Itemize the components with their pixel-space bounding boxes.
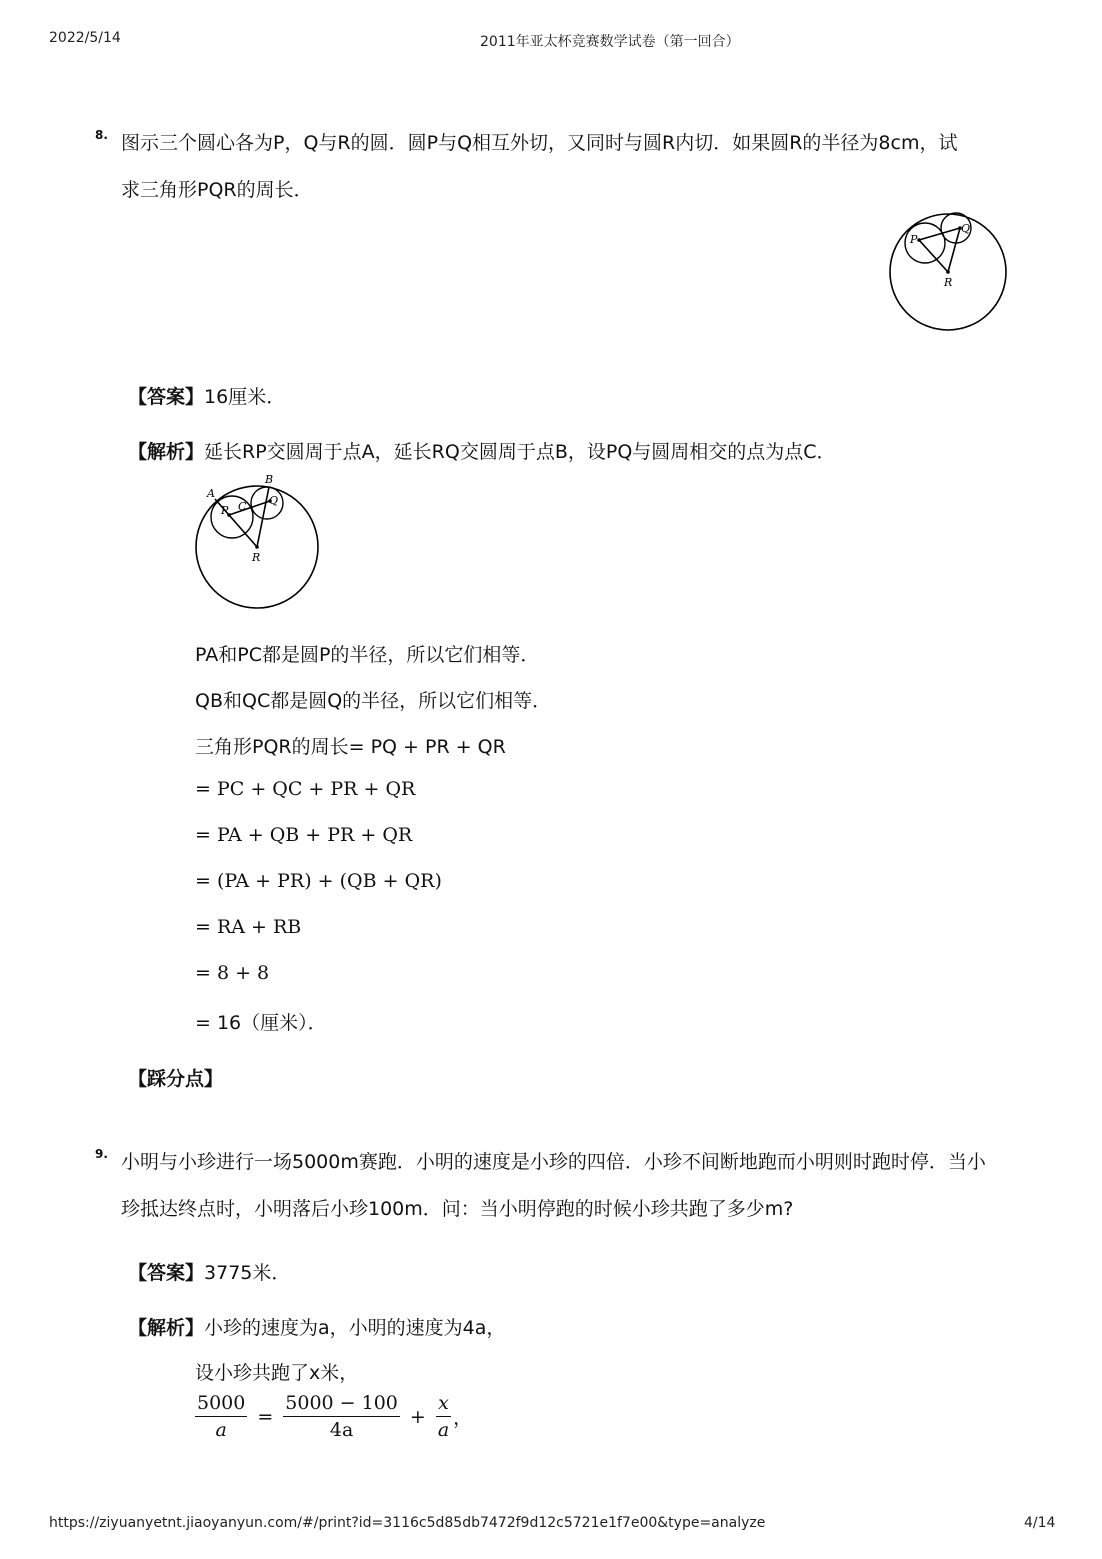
q9-equation: [193, 1390, 472, 1443]
solution-step-6: = (PA + PR) + (QB + QR): [195, 870, 442, 892]
q8-analysis: [128, 437, 836, 464]
equation-comma: ，: [453, 1407, 473, 1429]
fig2-label-p: P: [221, 504, 229, 517]
fig2-label-c: C: [238, 500, 247, 513]
fraction-1: [195, 1390, 247, 1443]
q9-answer: [128, 1258, 290, 1285]
answer-tag: 【答案】: [128, 1262, 205, 1284]
answer-value: 3775米．: [204, 1262, 291, 1284]
q9-step-1: 设小珍共跑了x米，: [195, 1362, 359, 1384]
solution-step-5: = PA + QB + PR + QR: [195, 824, 413, 846]
fraction-3-denominator: a: [437, 1419, 450, 1441]
solution-step-1: PA和PC都是圆P的半径，所以它们相等．: [195, 644, 540, 666]
fraction-3-numerator: x: [436, 1390, 451, 1417]
answer-value: 16厘米．: [204, 386, 286, 408]
analysis-text: 延长RP交圆周于点A，延长RQ交圆周于点B，设PQ与圆周相交的点为点C．: [204, 441, 836, 463]
extended-circles-figure: [190, 472, 326, 612]
fraction-1-numerator: 5000: [195, 1390, 247, 1417]
solution-step-8: = 8 + 8: [195, 962, 270, 984]
page-title: 2011年亚太杯竞赛数学试卷（第一回合）: [480, 34, 740, 50]
fig2-label-b: B: [265, 473, 274, 486]
page-url: https://ziyuanyetnt.jiaoyanyun.com/#/print?id=3116c5d85db7472f9d12c5721e1f7e00&type=analyze: [49, 1515, 766, 1531]
q8-text-line-1: 图示三个圆心各为P，Q与R的圆．圆P与Q相互外切，又同时与圆R内切．如果圆R的半径为8cm，试: [121, 132, 958, 154]
fraction-2-numerator: 5000 − 100: [283, 1390, 400, 1417]
solution-step-3: 三角形PQR的周长= PQ + PR + QR: [195, 736, 506, 758]
solution-step-4: = PC + QC + PR + QR: [195, 778, 416, 800]
analysis-text: 小珍的速度为a，小明的速度为4a，: [204, 1317, 506, 1339]
q8-answer: [128, 382, 285, 409]
fig2-label-r: R: [252, 551, 261, 564]
plus-sign: +: [409, 1405, 426, 1428]
fig1-label-q: Q: [961, 222, 971, 235]
question-number-8: 8.: [95, 128, 108, 142]
three-circles-figure: [882, 206, 1014, 338]
print-date: 2022/5/14: [49, 30, 121, 46]
fraction-2: [283, 1390, 400, 1443]
fraction-3: [436, 1390, 451, 1443]
fig2-label-q: Q: [269, 494, 279, 507]
fig1-label-r: R: [944, 276, 953, 289]
analysis-tag: 【解析】: [128, 441, 205, 463]
equals-sign: =: [257, 1405, 274, 1428]
answer-tag: 【答案】: [128, 386, 205, 408]
solution-step-2: QB和QC都是圆Q的半径，所以它们相等．: [195, 690, 552, 712]
solution-step-7: = RA + RB: [195, 916, 302, 938]
q8-points-tag: 【踩分点】: [128, 1068, 224, 1090]
q9-text-line-1: 小明与小珍进行一场5000m赛跑．小明的速度是小珍的四倍．小珍不间断地跑而小明则时跑时停．当小: [121, 1151, 986, 1173]
q8-text-line-2: 求三角形PQR的周长．: [121, 179, 313, 201]
solution-step-9: = 16（厘米）．: [195, 1012, 327, 1034]
fraction-2-denominator: 4a: [329, 1419, 354, 1441]
question-number-9: 9.: [95, 1147, 108, 1161]
fig1-label-p: P: [910, 233, 918, 246]
page-number: 4/14: [1024, 1515, 1056, 1531]
fraction-1-denominator: a: [215, 1419, 227, 1441]
q9-text-line-2: 珍抵达终点时，小明落后小珍100m．问：当小明停跑的时候小珍共跑了多少m?: [121, 1198, 794, 1220]
q9-analysis: [128, 1313, 505, 1340]
analysis-tag: 【解析】: [128, 1317, 205, 1339]
fig2-label-a: A: [207, 487, 215, 500]
